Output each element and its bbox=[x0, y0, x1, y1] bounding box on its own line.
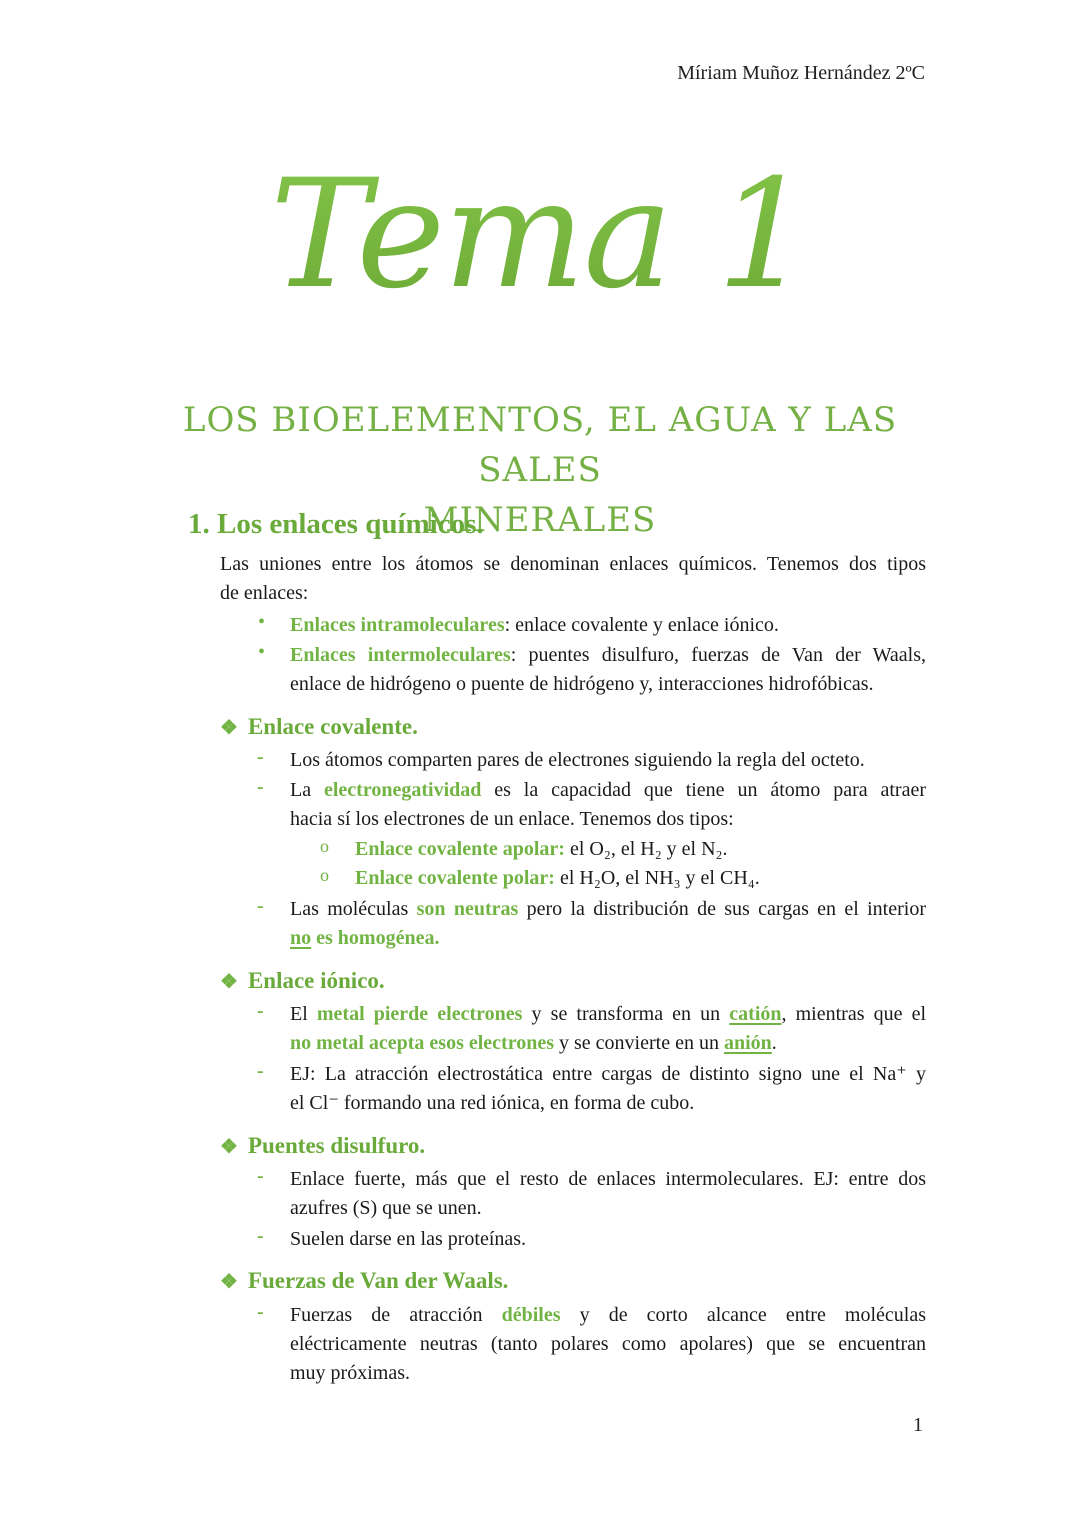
term: Enlaces intramoleculares bbox=[290, 614, 505, 636]
term: son neutras bbox=[416, 898, 519, 920]
definition: : enlace covalente y enlace iónico. bbox=[504, 614, 779, 636]
text: el H₂O, el NH₃ y el CH₄. bbox=[554, 867, 760, 889]
dash-bullet-icon: - bbox=[257, 1225, 264, 1247]
text: el O₂, el H₂ y el N₂. bbox=[564, 838, 728, 860]
circle-bullet-icon: o bbox=[320, 865, 329, 885]
definition-cont: enlace de hidrógeno o puente de hidrógeno y, interacciones hidrofóbicas. bbox=[290, 673, 874, 695]
text: pero la distribución de sus cargas en el interior bbox=[518, 898, 926, 920]
section-intro bbox=[220, 550, 926, 608]
text: es la capacidad que tiene un átomo para atraer bbox=[481, 779, 926, 801]
heading-text: Enlace iónico. bbox=[247, 968, 385, 993]
heading-text: Puentes disulfuro. bbox=[247, 1133, 426, 1158]
term: electronegatividad bbox=[323, 779, 482, 801]
text: y de corto alcance entre moléculas bbox=[560, 1304, 927, 1326]
term: es homogénea. bbox=[311, 927, 440, 949]
term-underlined: anión bbox=[723, 1032, 772, 1054]
diamond-bullet-icon: ❖ bbox=[220, 1136, 238, 1158]
term-underlined: no bbox=[290, 927, 312, 949]
term: no metal acepta esos electrones bbox=[290, 1032, 555, 1054]
text: azufres (S) que se unen. bbox=[290, 1197, 482, 1219]
bullet-icon: • bbox=[258, 641, 266, 663]
page-number: 1 bbox=[913, 1414, 923, 1436]
list-item bbox=[290, 641, 926, 699]
subsection-heading bbox=[220, 968, 385, 994]
section-heading: 1. Los enlaces químicos. bbox=[188, 508, 484, 540]
list-item bbox=[290, 1301, 926, 1388]
list-item: Los átomos comparten pares de electrones siguiendo la regla del octeto. bbox=[290, 749, 865, 771]
list-item bbox=[290, 1060, 926, 1118]
circle-bullet-icon: o bbox=[320, 836, 329, 856]
dash-bullet-icon: - bbox=[257, 1000, 264, 1022]
dash-bullet-icon: - bbox=[257, 895, 264, 917]
text: Fuerzas de atracción bbox=[290, 1304, 502, 1326]
diamond-bullet-icon: ❖ bbox=[220, 1271, 238, 1293]
term: débiles bbox=[501, 1304, 561, 1326]
list-item bbox=[290, 776, 926, 834]
dash-bullet-icon: - bbox=[257, 1301, 264, 1323]
term: metal pierde electrones bbox=[316, 1003, 523, 1025]
text: La bbox=[290, 779, 324, 801]
text: Las moléculas bbox=[290, 898, 417, 920]
heading-text: Fuerzas de Van der Waals. bbox=[247, 1268, 509, 1293]
heading-text: Enlace covalente. bbox=[247, 714, 418, 739]
text: EJ: La atracción electrostática entre cargas de distinto signo une el Na⁺ y bbox=[290, 1063, 926, 1085]
list-item bbox=[290, 611, 926, 640]
diamond-bullet-icon: ❖ bbox=[220, 971, 238, 993]
text: eléctricamente neutras (tanto polares como apolares) que se encuentran bbox=[290, 1333, 926, 1355]
author-name: Míriam Muñoz Hernández 2ºC bbox=[677, 62, 925, 84]
dash-bullet-icon: - bbox=[257, 776, 264, 798]
dash-bullet-icon: - bbox=[257, 746, 264, 768]
diamond-bullet-icon: ❖ bbox=[220, 717, 238, 739]
subsection-heading bbox=[220, 1133, 425, 1159]
text: el Cl⁻ formando una red iónica, en forma de cubo. bbox=[290, 1092, 695, 1114]
term: Enlace covalente apolar: bbox=[355, 838, 565, 860]
text: . bbox=[771, 1032, 777, 1054]
definition: : puentes disulfuro, fuerzas de Van der Waals, bbox=[510, 644, 926, 666]
intro-line: Las uniones entre los átomos se denominan enlaces químicos. Tenemos dos tipos bbox=[220, 553, 926, 575]
term: Enlaces intermoleculares bbox=[290, 644, 511, 666]
list-item bbox=[290, 1000, 926, 1058]
intro-line: de enlaces: bbox=[220, 582, 309, 604]
list-item bbox=[290, 895, 926, 953]
text: , mientras que el bbox=[781, 1003, 927, 1025]
term: Enlace covalente polar: bbox=[355, 867, 555, 889]
text: y se convierte en un bbox=[554, 1032, 724, 1054]
page-title: Tema 1 bbox=[0, 140, 1080, 330]
dash-bullet-icon: - bbox=[257, 1165, 264, 1187]
subtitle-line-2: MINERALES bbox=[423, 500, 657, 540]
list-item bbox=[290, 1165, 926, 1223]
subsection-heading bbox=[220, 1268, 508, 1294]
sub-list-item bbox=[355, 835, 925, 864]
subsection-heading bbox=[220, 714, 418, 740]
text: muy próximas. bbox=[290, 1362, 410, 1384]
sub-list-item bbox=[355, 864, 925, 893]
bullet-icon: • bbox=[258, 611, 266, 633]
dash-bullet-icon: - bbox=[257, 1060, 264, 1082]
text: Enlace fuerte, más que el resto de enlaces intermoleculares. EJ: entre dos bbox=[290, 1168, 926, 1190]
text: hacia sí los electrones de un enlace. Tenemos dos tipos: bbox=[290, 808, 734, 830]
list-item: Suelen darse en las proteínas. bbox=[290, 1228, 527, 1250]
subtitle-line-1: LOS BIOELEMENTOS, EL AGUA Y LAS SALES bbox=[182, 400, 898, 490]
text: y se transforma en un bbox=[522, 1003, 730, 1025]
term-underlined: catión bbox=[729, 1003, 782, 1025]
text: El bbox=[290, 1003, 317, 1025]
